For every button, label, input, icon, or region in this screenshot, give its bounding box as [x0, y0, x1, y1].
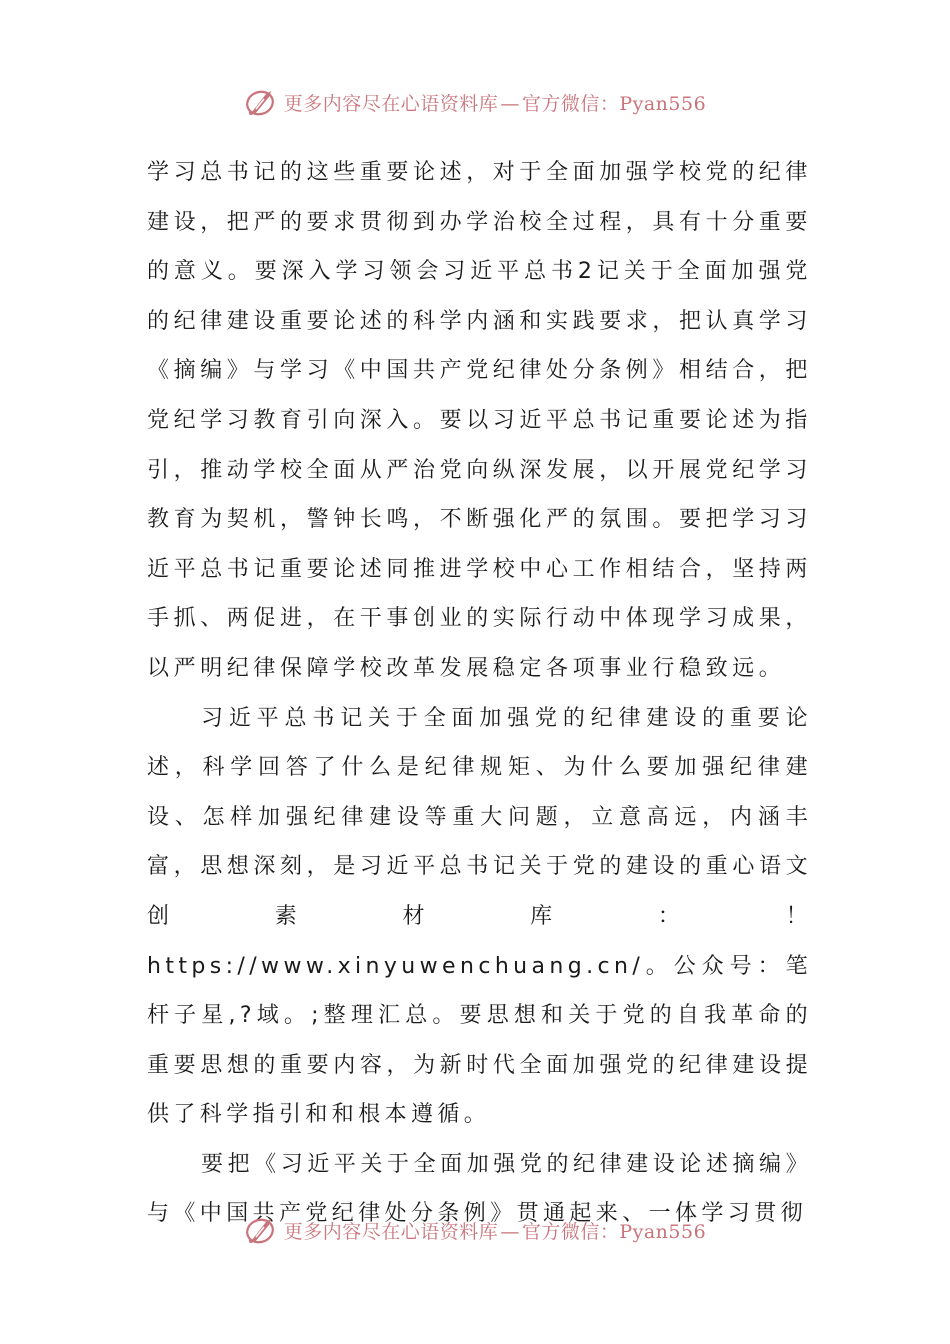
paragraph-2: 习近平总书记关于全面加强党的纪律建设的重要论述，科学回答了什么是纪律规矩、为什么要加强纪律建设、怎样加强纪律建设等重大问题，立意高远，内涵丰富，思想深刻，是习近平总书记关于党的建设的重心语文创素材库：！https://www.xinyuwenchuang.cn/。公众号：笔杆子星,?域。;整理汇总。要思想和关于党的自我革命的重要思想的重要内容，为新时代全面加强党的纪律建设提供了科学指引和和根本遵循。	[147, 705, 812, 1128]
footer-banner	[0, 1210, 950, 1250]
footer-wechat-label: 官方微信：	[521, 1220, 620, 1243]
pen-nib-logo-icon	[244, 85, 278, 119]
paragraph-1: 学习总书记的这些重要论述，对于全面加强学校党的纪律建设，把严的要求贯彻到办学治校全过程，具有十分重要的意义。要深入学习领会习近平总书2记关于全面加强党的纪律建设重要论述的科学内涵和实践要求，把认真学习《摘编》与学习《中国共产党纪律处分条例》相结合，把党纪学习教育引向深入。要以习近平总书记重要论述为指引，推动学校全面从严治党向纵深发展，以开展党纪学习教育为契机，警钟长鸣，不断强化严的氛围。要把学习习近平总书记重要论述同推进学校中心工作相结合，坚持两手抓、两促进，在干事创业的实际行动中体现学习成果，以严明纪律保障学校改革发展稳定各项事业行稳致远。	[147, 160, 813, 681]
header-banner	[0, 82, 950, 122]
header-banner-text	[284, 89, 706, 116]
header-separator: —	[500, 92, 520, 115]
footer-wechat-id: Pyan556	[619, 1220, 707, 1243]
header-wechat-id: Pyan556	[619, 92, 707, 115]
header-site-text: 更多内容尽在心语资料库	[283, 92, 499, 115]
footer-separator: —	[500, 1220, 520, 1243]
paragraph-3: 要把《习近平关于全面加强党的纪律建设论述摘编》与《中国共产党纪律处分条例》贯通起来、一体学习贯彻	[147, 1151, 812, 1227]
footer-banner-text	[284, 1217, 706, 1244]
document-body	[147, 148, 812, 1239]
header-wechat-label: 官方微信：	[521, 92, 620, 115]
footer-site-text: 更多内容尽在心语资料库	[283, 1220, 499, 1243]
pen-nib-logo-icon	[244, 1213, 278, 1247]
